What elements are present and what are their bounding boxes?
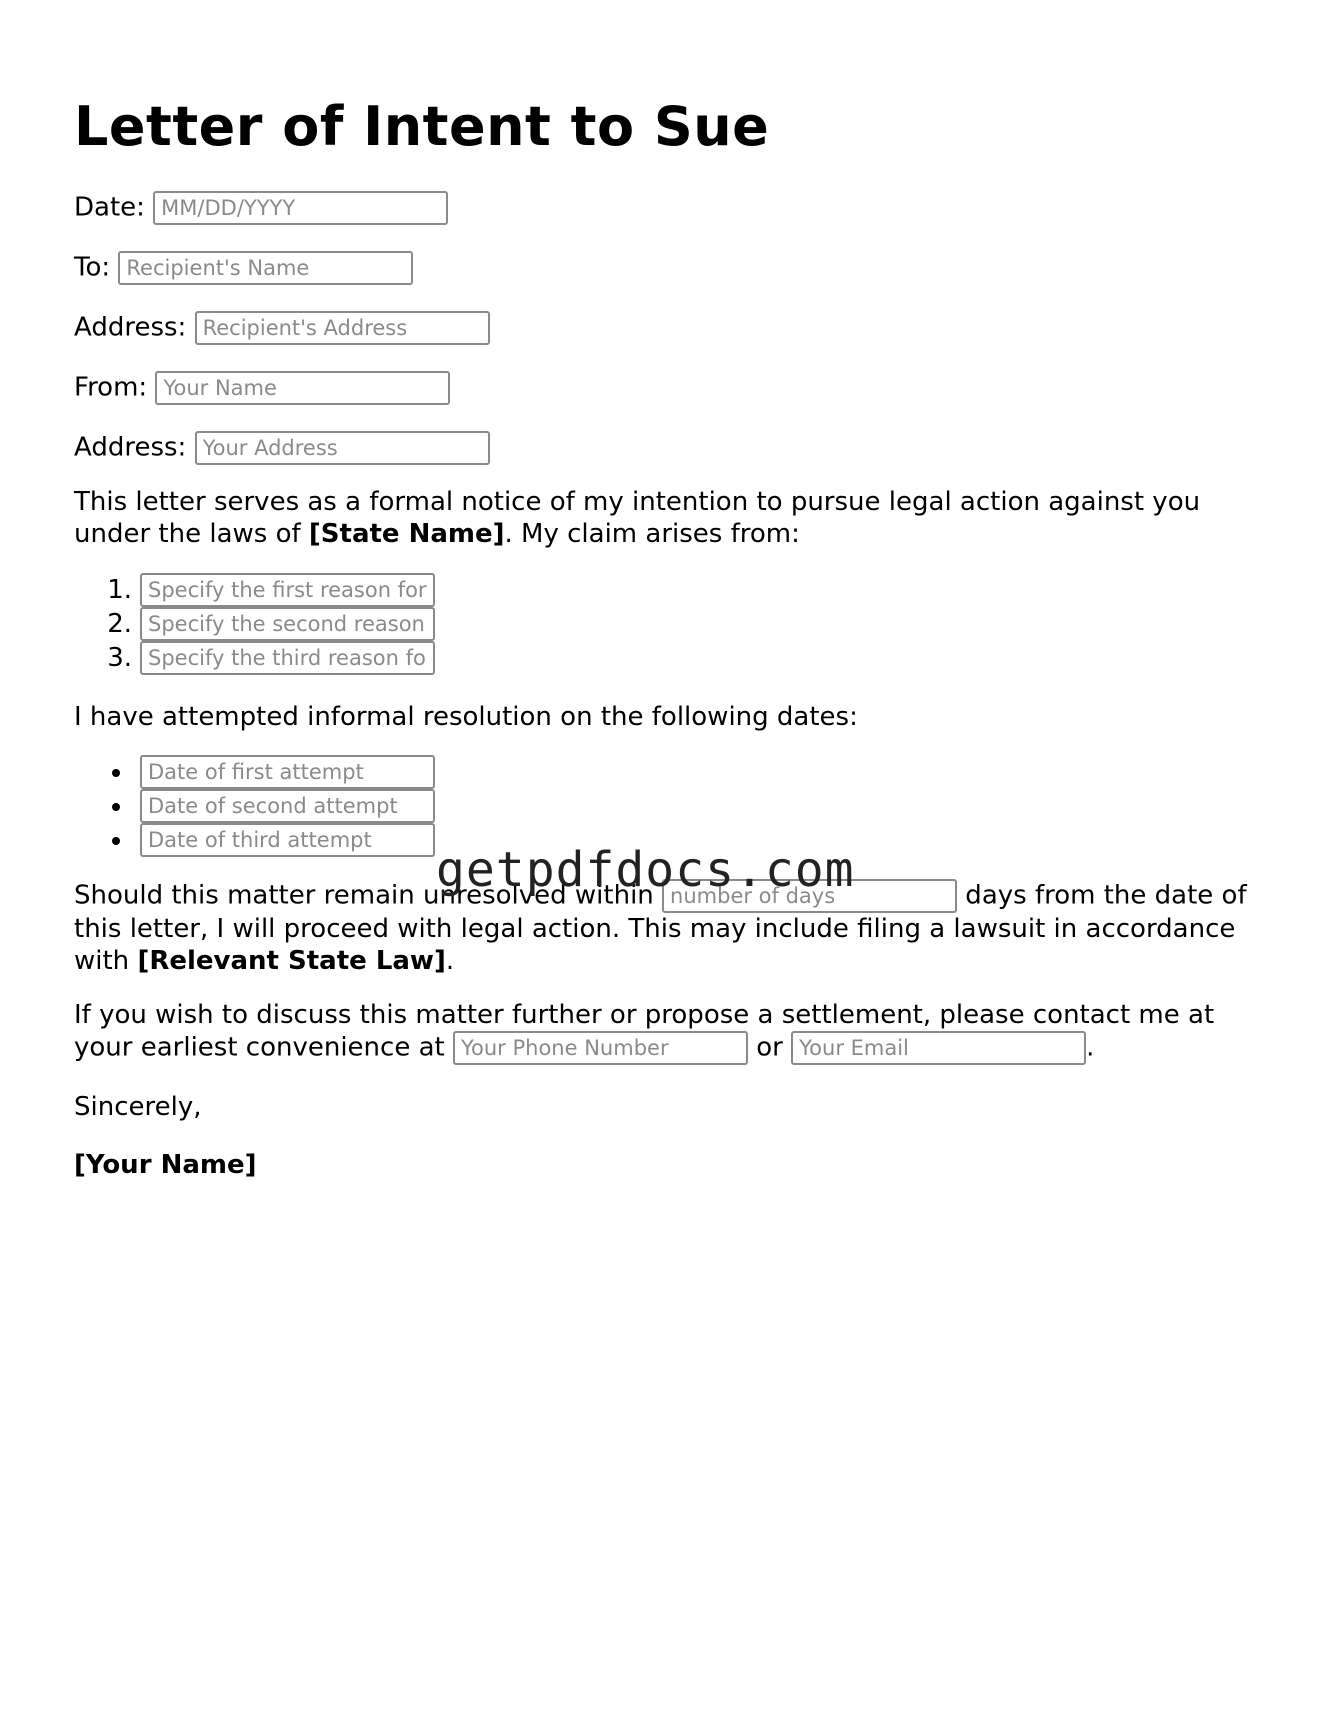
list-item (74, 607, 1274, 641)
bullet-icon (112, 837, 120, 845)
attempt-1-input[interactable] (140, 755, 435, 789)
list-number: 2. (107, 609, 132, 639)
sender-name-input[interactable] (155, 371, 450, 405)
contact-text: If you wish to discuss this matter further or propose a settlement, please contact me at your earliest convenience at (74, 1000, 1215, 1063)
list-item (74, 641, 1274, 675)
bullet-icon (112, 769, 120, 777)
attempt-2-input[interactable] (140, 789, 435, 823)
sender-address-label: Address: (74, 432, 187, 463)
reason-2-input[interactable] (140, 607, 435, 641)
date-label: Date: (74, 192, 145, 223)
date-row (74, 190, 1274, 224)
signature (74, 1149, 1274, 1181)
deadline-text: Should this matter remain unresolved within (74, 880, 663, 911)
to-label: To: (74, 252, 111, 283)
reason-1-input[interactable] (140, 573, 435, 607)
list-number: 3. (107, 643, 132, 673)
attempts-intro: I have attempted informal resolution on the following dates: (74, 702, 858, 732)
attempt-3-input[interactable] (140, 823, 435, 857)
reasons-list (74, 573, 1274, 675)
from-label: From: (74, 372, 148, 403)
recipient-name-input[interactable] (118, 251, 413, 285)
from-row (74, 370, 1274, 404)
closing: Sincerely, (74, 1092, 202, 1122)
state-name-placeholder: [State Name] (308, 519, 505, 549)
sender-address-input[interactable] (195, 431, 490, 465)
deadline-text-end: . (445, 946, 455, 976)
intro-text: This letter serves as a formal notice of my intention to pursue legal action against you under the laws of (74, 487, 1201, 549)
contact-paragraph (74, 999, 1274, 1065)
contact-or-text: or (747, 1032, 792, 1063)
to-row (74, 250, 1274, 284)
phone-input[interactable] (453, 1031, 748, 1065)
contact-text-end: . (1086, 1032, 1095, 1063)
deadline-text-middle: days from the date of this letter, I will proceed with legal action. This may include filing a lawsuit in accordance with (74, 880, 1247, 976)
reason-3-input[interactable] (140, 641, 435, 675)
state-law-placeholder: [Relevant State Law] (137, 946, 446, 976)
list-number: 1. (107, 575, 132, 605)
bullet-icon (112, 803, 120, 811)
list-item (74, 755, 1274, 789)
watermark: getpdfdocs.com (436, 842, 855, 898)
date-input[interactable] (153, 191, 448, 225)
recipient-address-row (74, 310, 1274, 344)
list-item (74, 573, 1274, 607)
recipient-address-input[interactable] (195, 311, 490, 345)
page-title: Letter of Intent to Sue (74, 95, 770, 158)
list-item (74, 789, 1274, 823)
sender-address-row (74, 430, 1274, 464)
signature-name: [Your Name] (74, 1150, 257, 1180)
intro-text-end: . My claim arises from: (504, 519, 800, 549)
intro-paragraph (74, 486, 1274, 550)
letter-page (74, 0, 1274, 1181)
recipient-address-label: Address: (74, 312, 187, 343)
email-input[interactable] (791, 1031, 1086, 1065)
